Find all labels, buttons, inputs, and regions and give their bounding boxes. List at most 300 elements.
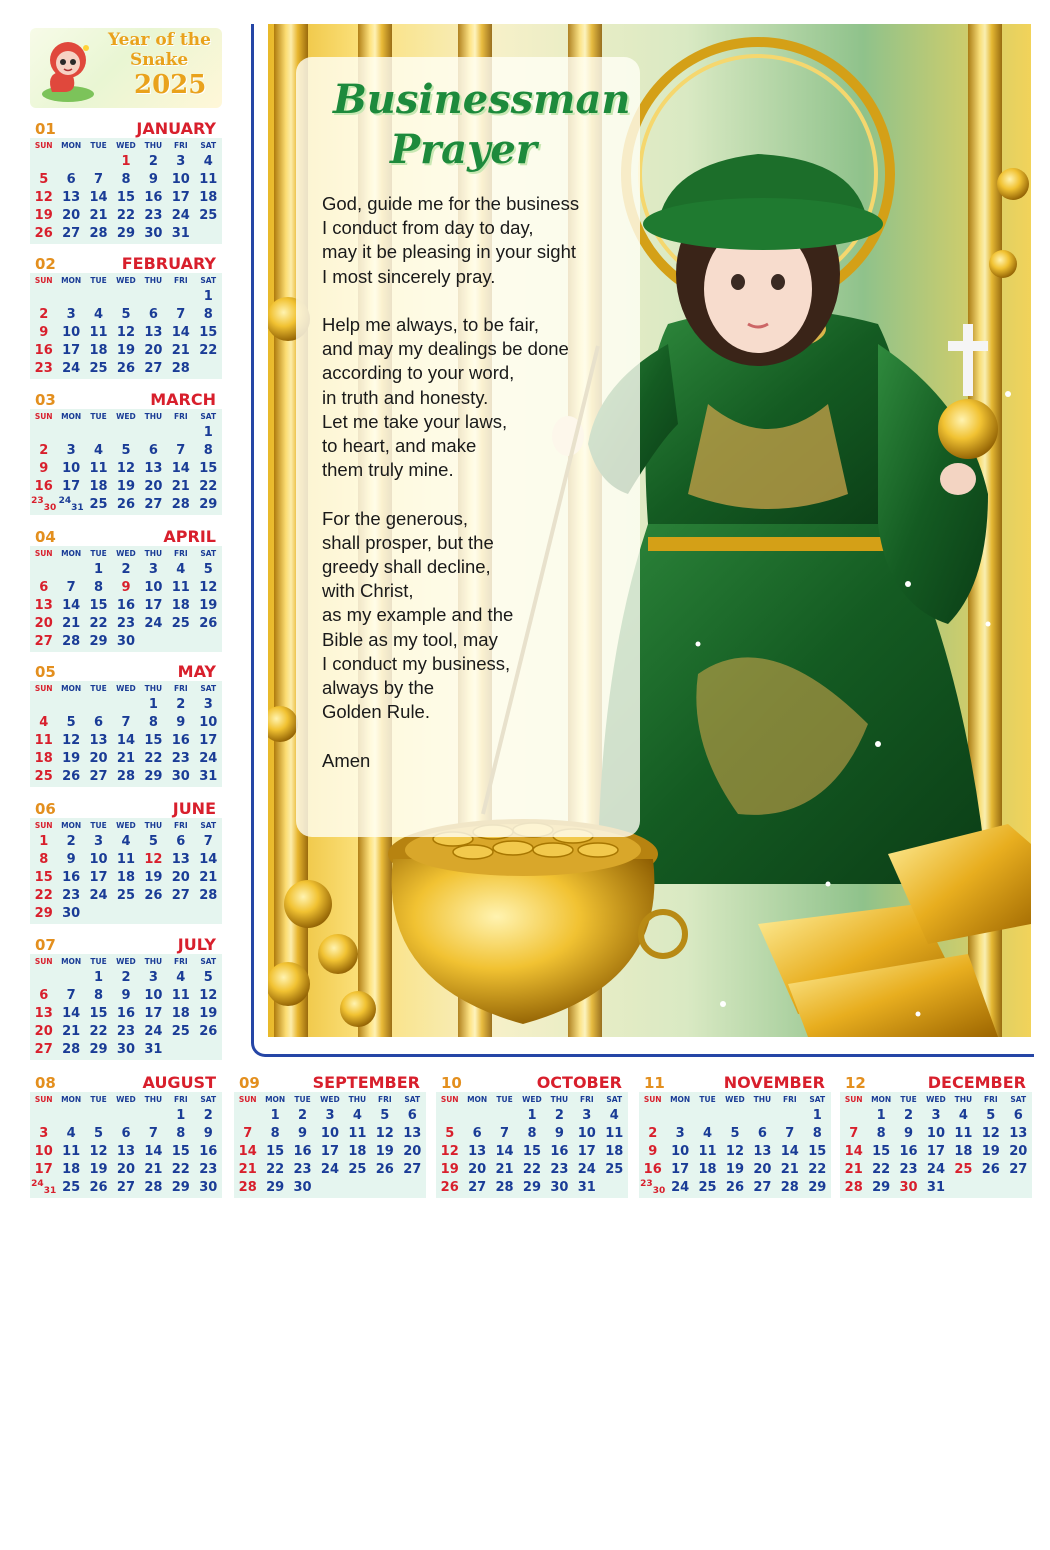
day-cell: 17 [320,1143,340,1159]
prayer-line: may it be pleasing in your sight [322,241,576,263]
day-cell: 15 [89,597,108,613]
day-cell: 22 [116,207,136,223]
day-cell: 9 [121,987,131,1003]
day-cell: 16 [116,1005,136,1021]
day-cell: 1 [203,288,213,304]
day-cell: 18 [171,1005,190,1021]
weekday-header: TUE [90,821,107,830]
day-cell: 29 [199,496,218,512]
day-cell: 5 [203,561,213,577]
day-cell: 16 [34,478,53,494]
day-cell: 8 [39,851,49,867]
day-cell: 30 [116,633,136,649]
day-cell: 2 [66,833,76,849]
day-cell: 5 [986,1107,996,1123]
weekday-header: SUN [34,276,53,285]
day-cell: 22 [199,342,218,358]
day-cell: 9 [66,851,76,867]
day-cell [30,695,57,713]
day-cell: 22 [808,1161,827,1177]
day-cell [491,1106,518,1124]
day-cell [140,287,167,305]
day-cell [371,1178,398,1196]
day-cell: 7 [121,714,131,730]
weekday-header: SUN [34,549,53,558]
day-cell: 27 [116,1179,136,1195]
day-cell: 23 [116,1023,136,1039]
day-cell: 27 [34,1041,53,1057]
day-cell: 17 [62,478,81,494]
day-cell: 1 [203,424,213,440]
weekday-header: THU [144,276,163,285]
day-cell: 26 [199,615,218,631]
weekday-header: THU [144,957,163,966]
day-cell: 28 [495,1179,514,1195]
day-cell: 19 [89,1161,108,1177]
day-cell: 14 [844,1143,863,1159]
day-cell: 11 [89,460,108,476]
day-cell: 1 [527,1107,537,1123]
prayer-line: God, guide me for the business [322,193,580,214]
day-cell: 23 [899,1161,918,1177]
day-cell: 11 [348,1125,367,1141]
day-cell: 6 [757,1125,767,1141]
prayer-line: with Christ, [322,580,414,602]
day-cell: 6 [1013,1107,1023,1123]
day-cell [195,1040,222,1058]
day-cell: 25 [171,615,190,631]
weekday-header: SAT [404,1095,421,1104]
day-cell: 27 [62,225,81,241]
weekday-header: MON [61,276,82,285]
day-cell: 10 [320,1125,340,1141]
day-cell: 25 [171,1023,190,1039]
day-cell: 22 [171,1161,190,1177]
day-cell [694,1106,721,1124]
day-cell: 21 [62,615,81,631]
weekday-header: TUE [90,957,107,966]
day-cell: 31 [926,1179,946,1195]
day-cell: 14 [238,1143,257,1159]
day-cell: 25 [116,887,136,903]
day-cell: 8 [148,714,158,730]
day-cell [666,1106,693,1124]
day-cell: 1 [94,969,104,985]
day-cell: 5 [203,969,213,985]
weekday-header: FRI [173,276,188,285]
day-cell: 10 [144,987,163,1003]
day-cell: 11 [605,1125,624,1141]
day-cell [195,904,222,922]
day-cell: 10 [62,324,81,340]
day-cell: 5 [121,442,131,458]
day-cell: 16 [550,1143,569,1159]
day-cell: 8 [527,1125,537,1141]
day-cell: 8 [94,987,104,1003]
weekday-header: SAT [200,957,217,966]
month-july [30,936,222,1060]
day-cell: 18 [698,1161,717,1177]
day-cell: 29 [34,905,53,921]
day-cell: 28 [89,225,108,241]
day-cell: 26 [981,1161,1000,1177]
day-cell: 19 [116,342,136,358]
weekday-header: MON [61,821,82,830]
day-cell: 20 [116,1161,136,1177]
month-number: 08 [35,1074,56,1092]
day-cell [950,1178,977,1196]
day-cell: 12 [199,579,218,595]
day-cell: 13 [403,1125,422,1141]
day-cell [167,287,194,305]
day-cell: 16 [62,869,81,885]
day-cell: $^{23}_{30}$ [640,1178,666,1196]
weekday-header: SAT [606,1095,623,1104]
day-cell: 22 [872,1161,891,1177]
day-cell: 26 [34,225,53,241]
day-cell [57,695,84,713]
weekday-header: MON [61,141,82,150]
day-cell: 15 [522,1143,542,1159]
day-cell: 2 [554,1107,564,1123]
prayer-line [322,289,622,313]
day-cell: 11 [89,324,108,340]
day-cell: 18 [605,1143,624,1159]
day-cell: 7 [500,1125,510,1141]
day-cell [316,1178,343,1196]
month-name: FEBRUARY [121,254,216,273]
prayer-line: Amen [322,749,371,771]
day-cell: 3 [675,1125,685,1141]
day-cell: 29 [89,633,108,649]
day-cell: 11 [698,1143,717,1159]
weekday-header: SUN [34,141,53,150]
day-cell: 18 [348,1143,367,1159]
day-cell: 25 [698,1179,717,1195]
weekday-header: THU [348,1095,367,1104]
day-cell: 16 [116,597,136,613]
day-cell: 17 [144,597,163,613]
day-cell: 4 [609,1107,619,1123]
month-name: APRIL [163,527,216,546]
month-number: 10 [441,1074,462,1092]
day-cell: 5 [94,1125,104,1141]
day-cell: 6 [66,171,76,187]
day-cell: 8 [121,171,131,187]
day-cell: 29 [808,1179,827,1195]
day-cell: 5 [66,714,76,730]
weekday-header: SUN [34,821,53,830]
day-cell: 26 [725,1179,745,1195]
day-cell: 8 [812,1125,822,1141]
weekday-header: MON [467,1095,488,1104]
day-cell: 21 [89,207,108,223]
day-cell: 26 [375,1161,394,1177]
day-cell: 5 [380,1107,390,1123]
day-cell: 17 [89,869,108,885]
day-cell: 16 [199,1143,218,1159]
day-cell: 20 [34,615,53,631]
day-cell [112,904,139,922]
weekday-header: TUE [699,1095,716,1104]
day-cell: 4 [94,306,104,322]
day-cell: 22 [522,1161,542,1177]
day-cell: 16 [171,732,190,748]
day-cell: 8 [876,1125,886,1141]
day-cell: 21 [780,1161,799,1177]
day-cell [112,1106,139,1124]
day-cell: 13 [62,189,81,205]
day-cell: 24 [320,1161,340,1177]
day-cell: 18 [34,750,53,766]
day-cell: 14 [171,460,190,476]
day-cell: 14 [144,1143,163,1159]
day-cell: 25 [89,360,108,376]
weekday-header: FRI [173,821,188,830]
day-cell: 24 [577,1161,596,1177]
day-cell: 10 [62,460,81,476]
weekday-header: FRI [173,684,188,693]
day-cell [57,287,84,305]
day-cell: 1 [876,1107,886,1123]
day-cell: 28 [780,1179,799,1195]
day-cell: 17 [577,1143,596,1159]
day-cell: 19 [144,869,163,885]
month-name: NOVEMBER [723,1073,825,1092]
day-cell [721,1106,748,1124]
day-cell: 5 [39,171,49,187]
day-cell: 12 [62,732,81,748]
month-february [30,255,222,379]
prayer-text [322,192,622,773]
day-cell: 2 [176,696,186,712]
day-cell: $^{24}_{31}$ [58,495,84,513]
weekday-header: SUN [643,1095,662,1104]
day-cell: 19 [199,597,218,613]
day-cell: 12 [144,851,163,867]
month-september [234,1074,426,1198]
day-cell: 29 [144,768,163,784]
day-cell: 31 [144,1041,163,1057]
day-cell [195,632,222,650]
day-cell: 4 [176,969,186,985]
month-number: 01 [35,120,56,138]
day-cell: 1 [121,153,131,169]
day-cell: 12 [34,189,53,205]
day-cell: 13 [144,324,163,340]
day-cell [140,1106,167,1124]
day-cell [195,359,222,377]
day-cell: 7 [785,1125,795,1141]
weekday-header: MON [61,1095,82,1104]
day-cell: 14 [116,732,136,748]
prayer-line: I most sincerely pray. [322,265,496,287]
day-cell: 14 [199,851,218,867]
day-cell: 1 [39,833,49,849]
prayer-line: in truth and honesty. [322,386,489,408]
day-cell [167,904,194,922]
day-cell: 16 [144,189,163,205]
day-cell: 5 [445,1125,455,1141]
weekday-header: FRI [377,1095,392,1104]
weekday-header: MON [61,412,82,421]
weekday-header: MON [265,1095,286,1104]
day-cell [85,152,112,170]
day-cell: 20 [171,869,190,885]
day-cell: 20 [144,342,163,358]
day-cell: 11 [171,579,190,595]
day-cell: 28 [116,768,136,784]
day-cell: 19 [116,478,136,494]
day-cell: 31 [199,768,218,784]
day-cell [30,560,57,578]
day-cell: 12 [89,1143,108,1159]
day-cell: 4 [39,714,49,730]
month-name: MAY [177,662,216,681]
year-of-the-snake-badge [30,28,222,108]
day-cell: 15 [808,1143,827,1159]
day-cell: 27 [144,496,163,512]
day-cell: 10 [199,714,218,730]
day-cell [57,152,84,170]
day-cell: 24 [144,1023,163,1039]
weekday-header: WED [116,141,136,150]
weekday-header: THU [144,549,163,558]
weekday-header: SUN [440,1095,459,1104]
day-cell: 15 [89,1005,108,1021]
month-name: JULY [177,935,216,954]
day-cell: 30 [62,905,81,921]
month-number: 03 [35,391,56,409]
day-cell: 27 [144,360,163,376]
month-may [30,663,222,787]
day-cell: 9 [39,460,49,476]
month-name: JUNE [172,799,216,818]
day-cell [639,1106,666,1124]
day-cell: 1 [812,1107,822,1123]
day-cell: 12 [116,460,136,476]
day-cell: 27 [1009,1161,1028,1177]
day-cell: $^{24}_{31}$ [31,1178,57,1196]
day-cell: 24 [89,887,108,903]
day-cell: 24 [199,750,218,766]
day-cell: 21 [144,1161,163,1177]
day-cell: 29 [522,1179,542,1195]
day-cell: 30 [116,1041,136,1057]
day-cell: 24 [926,1161,946,1177]
day-cell: 21 [199,869,218,885]
day-cell: 14 [62,1005,81,1021]
day-cell: 28 [171,496,190,512]
weekday-header: MON [61,684,82,693]
day-cell [463,1106,490,1124]
day-cell [167,1040,194,1058]
day-cell [140,904,167,922]
day-cell: 4 [352,1107,362,1123]
prayer-title-line2: Prayer [390,126,537,173]
day-cell [776,1106,803,1124]
day-cell: 21 [844,1161,863,1177]
weekday-header: WED [116,1095,136,1104]
weekday-header: TUE [90,412,107,421]
day-cell: 5 [730,1125,740,1141]
month-number: 05 [35,663,56,681]
day-cell: 3 [39,1125,49,1141]
day-cell: 29 [171,1179,190,1195]
day-cell: 4 [66,1125,76,1141]
day-cell: 29 [872,1179,891,1195]
day-cell [57,560,84,578]
day-cell: 27 [403,1161,422,1177]
weekday-header: THU [753,1095,772,1104]
month-october [436,1074,628,1198]
day-cell: 21 [495,1161,514,1177]
month-number: 06 [35,800,56,818]
day-cell: 28 [844,1179,863,1195]
day-cell: 5 [148,833,158,849]
day-cell: 17 [62,342,81,358]
weekday-header: FRI [173,141,188,150]
day-cell: 23 [62,887,81,903]
day-cell [1005,1178,1032,1196]
day-cell: 29 [266,1179,285,1195]
month-number: 02 [35,255,56,273]
day-cell: 7 [243,1125,253,1141]
day-cell: 6 [407,1107,417,1123]
month-name: OCTOBER [536,1073,622,1092]
prayer-line: to heart, and make [322,435,477,457]
weekday-header: SUN [34,1095,53,1104]
day-cell: 20 [144,478,163,494]
day-cell: 17 [926,1143,946,1159]
day-cell: 27 [468,1179,487,1195]
day-cell: 29 [89,1041,108,1057]
day-cell: 5 [121,306,131,322]
weekday-header: SAT [200,821,217,830]
month-number: 12 [845,1074,866,1092]
weekday-header: FRI [173,1095,188,1104]
day-cell: 21 [116,750,136,766]
weekday-header: THU [144,141,163,150]
day-cell [840,1106,867,1124]
day-cell: 14 [62,597,81,613]
day-cell: 8 [203,442,213,458]
day-cell: 16 [899,1143,918,1159]
day-cell: 28 [238,1179,257,1195]
day-cell: 25 [954,1161,973,1177]
day-cell: 13 [753,1143,772,1159]
weekday-header: THU [550,1095,569,1104]
day-cell [195,224,222,242]
day-cell: 20 [753,1161,772,1177]
day-cell [234,1106,261,1124]
month-name: AUGUST [142,1073,216,1092]
prayer-line: For the generous, [322,507,469,529]
day-cell [85,904,112,922]
day-cell: 6 [148,442,158,458]
weekday-header: TUE [90,549,107,558]
day-cell: 1 [176,1107,186,1123]
month-name: DECEMBER [927,1073,1026,1092]
weekday-header: WED [116,957,136,966]
day-cell: 3 [203,696,213,712]
weekday-header: FRI [579,1095,594,1104]
day-cell: 28 [171,360,190,376]
day-cell [112,287,139,305]
day-cell [436,1106,463,1124]
day-cell: 18 [116,869,136,885]
weekday-header: SAT [1010,1095,1027,1104]
